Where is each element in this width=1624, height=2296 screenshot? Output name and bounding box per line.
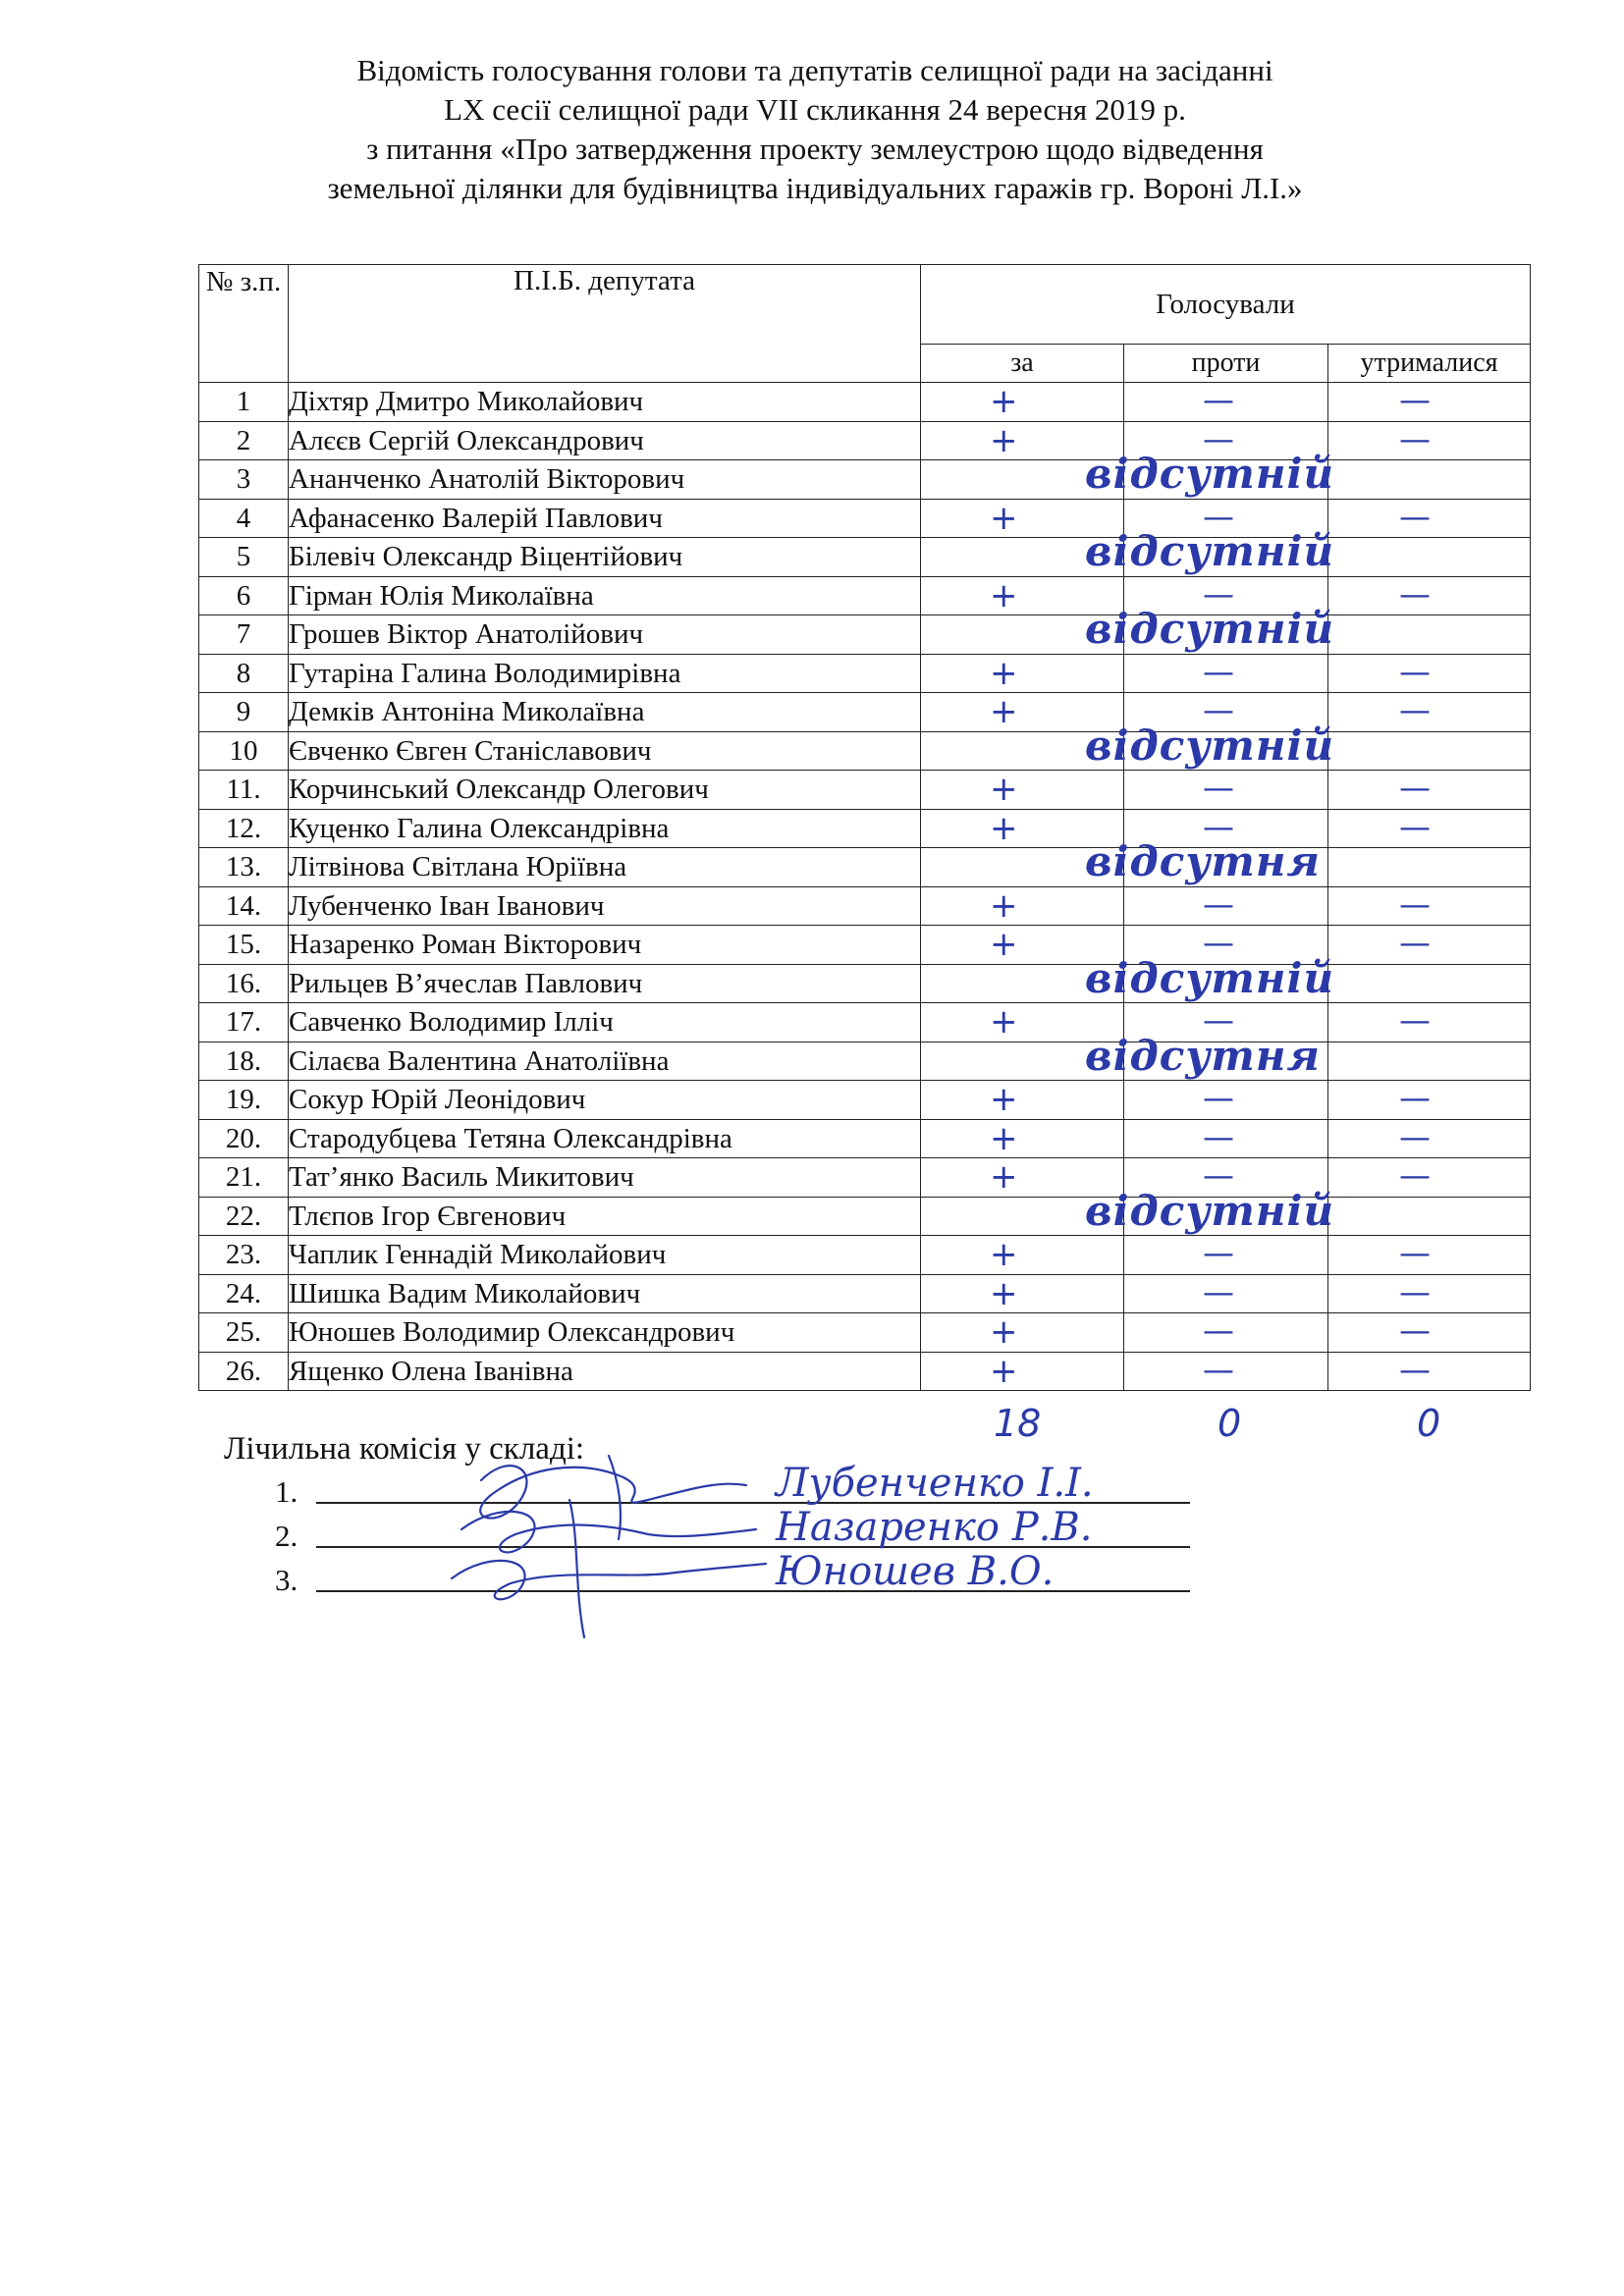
vote-abstained-cell: [1328, 615, 1531, 655]
vote-for-cell: [921, 1236, 1124, 1275]
row-number: 5: [199, 538, 289, 577]
deputy-name: Юношев Володимир Олександрович: [289, 1313, 921, 1353]
row-number: 12.: [199, 809, 289, 848]
vote-against-mark: —: [1203, 1079, 1234, 1116]
deputy-name: Євченко Євген Станіславович: [289, 731, 921, 771]
vote-abstained-cell: [1328, 848, 1531, 887]
commission-member-3: Юношев В.О.: [776, 1549, 1055, 1594]
vote-abstained-cell: [1328, 964, 1531, 1003]
vote-abstained-mark: —: [1399, 1234, 1431, 1271]
vote-for-mark: +: [990, 885, 1018, 926]
row-number: 16.: [199, 964, 289, 1003]
vote-for-mark: +: [990, 1080, 1018, 1119]
row-number: 1: [199, 383, 289, 422]
vote-against-cell: [1124, 654, 1328, 693]
vote-against-mark: —: [1203, 419, 1234, 457]
row-number: 17.: [199, 1003, 289, 1042]
vote-against-mark: —: [1203, 1272, 1234, 1310]
vote-against-cell: [1124, 886, 1328, 926]
vote-abstained-cell: [1328, 886, 1531, 926]
vote-abstained-cell: [1328, 731, 1531, 771]
vote-abstained-mark: —: [1399, 769, 1431, 806]
vote-for-mark: +: [990, 925, 1018, 964]
vote-against-mark: —: [1203, 884, 1234, 923]
vote-abstained-cell: [1328, 693, 1531, 732]
row-number: 26.: [199, 1352, 289, 1391]
vote-abstained-cell: [1328, 499, 1531, 538]
row-number: 24.: [199, 1274, 289, 1313]
vote-against-cell: [1124, 1352, 1328, 1391]
vote-abstained-mark: —: [1399, 1311, 1431, 1349]
vote-against-mark: —: [1203, 924, 1234, 961]
vote-for-mark: +: [990, 420, 1018, 460]
absent-note: відсутня: [1085, 1032, 1321, 1080]
table-row: [199, 771, 1531, 810]
deputy-name: Грошев Віктор Анатолійович: [289, 615, 921, 655]
deputy-name: Афанасенко Валерій Павлович: [289, 499, 921, 538]
vote-against-mark: —: [1203, 1234, 1234, 1271]
row-number: 25.: [199, 1313, 289, 1353]
header-against: проти: [1124, 345, 1328, 383]
table-row: [199, 1081, 1531, 1120]
vote-against-mark: —: [1203, 1350, 1234, 1388]
vote-abstained-cell: [1328, 1158, 1531, 1198]
absent-note: відсутня: [1085, 837, 1321, 885]
vote-abstained-cell: [1328, 383, 1531, 422]
title-line-3: з питання «Про затвердження проекту землеустрою щодо відведення: [366, 132, 1264, 166]
vote-for-cell: [921, 654, 1124, 693]
header-for: за: [921, 345, 1124, 383]
deputy-name: Рильцев В’ячеслав Павлович: [289, 964, 921, 1003]
vote-for-cell: [921, 1313, 1124, 1353]
vote-against-mark: —: [1203, 1156, 1234, 1194]
vote-against-mark: —: [1203, 652, 1234, 690]
deputy-name: Сілаєва Валентина Анатоліївна: [289, 1041, 921, 1081]
vote-against-mark: —: [1203, 1311, 1234, 1349]
deputy-name: Гірман Юлія Миколаївна: [289, 576, 921, 615]
vote-abstained-cell: [1328, 1197, 1531, 1236]
deputy-name: Білевіч Олександр Віцентійович: [289, 538, 921, 577]
row-number: 11.: [199, 771, 289, 810]
table-row: [199, 886, 1531, 926]
vote-abstained-mark: —: [1399, 652, 1431, 690]
vote-abstained-mark: —: [1399, 1001, 1431, 1039]
vote-for-mark: +: [990, 1312, 1018, 1352]
header-voted: Голосували: [921, 265, 1531, 345]
vote-for-cell: [921, 383, 1124, 422]
deputy-name: Гутаріна Галина Володимирівна: [289, 654, 921, 693]
vote-for-mark: +: [990, 1235, 1018, 1274]
vote-abstained-cell: [1328, 1119, 1531, 1158]
vote-for-cell: [921, 1119, 1124, 1158]
table-row: [199, 848, 1531, 887]
row-number: 15.: [199, 926, 289, 965]
commission-index-2: 2.: [275, 1519, 298, 1553]
vote-abstained-cell: [1328, 1313, 1531, 1353]
vote-abstained-mark: —: [1399, 419, 1431, 457]
deputy-name: Стародубцева Тетяна Олександрівна: [289, 1119, 921, 1158]
row-number: 18.: [199, 1041, 289, 1081]
commission-index-1: 1.: [275, 1474, 298, 1509]
title-line-2: LX сесії селищної ради VII скликання 24 вересня 2019 р.: [444, 92, 1186, 127]
vote-for-mark: +: [990, 1157, 1018, 1197]
absent-note: відсутній: [1085, 527, 1334, 575]
table-row: [199, 1274, 1531, 1313]
absent-note: відсутній: [1085, 721, 1334, 770]
vote-abstained-cell: [1328, 771, 1531, 810]
deputy-name: Куценко Галина Олександрівна: [289, 809, 921, 848]
vote-against-cell: [1124, 383, 1328, 422]
deputy-name: Ященко Олена Іванівна: [289, 1352, 921, 1391]
vote-for-mark: +: [990, 692, 1018, 731]
vote-abstained-cell: [1328, 1236, 1531, 1275]
vote-for-mark: +: [990, 808, 1018, 848]
deputy-name: Корчинський Олександр Олегович: [289, 771, 921, 810]
header-abstained: утрималися: [1328, 345, 1531, 383]
vote-abstained-mark: —: [1399, 1117, 1431, 1155]
title-line-1: Відомість голосування голови та депутатів селищної ради на засіданні: [356, 53, 1273, 87]
deputy-name: Лубенченко Іван Іванович: [289, 886, 921, 926]
row-number: 20.: [199, 1119, 289, 1158]
vote-abstained-mark: —: [1399, 691, 1431, 728]
absent-note: відсутній: [1085, 1187, 1334, 1235]
table-row: [199, 809, 1531, 848]
vote-for-mark: +: [990, 1002, 1018, 1041]
row-number: 23.: [199, 1236, 289, 1275]
commission-member-1: Лубенченко І.І.: [776, 1461, 1094, 1506]
row-number: 6: [199, 576, 289, 615]
vote-abstained-mark: —: [1399, 1079, 1431, 1116]
total-against: 0: [1218, 1402, 1242, 1445]
table-row: [199, 1003, 1531, 1042]
vote-for-cell: [921, 1081, 1124, 1120]
header-number: № з.п.: [199, 265, 289, 383]
vote-for-mark: +: [990, 653, 1018, 693]
vote-against-mark: —: [1203, 691, 1234, 728]
vote-against-mark: —: [1203, 1117, 1234, 1155]
vote-abstained-mark: —: [1399, 1272, 1431, 1310]
vote-abstained-cell: [1328, 421, 1531, 460]
vote-abstained-cell: [1328, 809, 1531, 848]
vote-against-mark: —: [1203, 497, 1234, 535]
vote-for-mark: +: [990, 498, 1018, 538]
vote-against-mark: —: [1203, 574, 1234, 613]
signature-scribbles: [422, 1441, 795, 1647]
row-number: 21.: [199, 1158, 289, 1198]
absent-note: відсутній: [1085, 605, 1334, 653]
vote-abstained-cell: [1328, 538, 1531, 577]
vote-abstained-mark: —: [1399, 381, 1431, 418]
row-number: 2: [199, 421, 289, 460]
table-row: [199, 1041, 1531, 1081]
table-row: [199, 1313, 1531, 1353]
vote-abstained-mark: —: [1399, 807, 1431, 845]
row-number: 19.: [199, 1081, 289, 1120]
table-row: [199, 1119, 1531, 1158]
absent-note: відсутній: [1085, 450, 1334, 498]
vote-for-cell: [921, 886, 1124, 926]
total-for: 18: [994, 1402, 1042, 1445]
vote-against-cell: [1124, 1313, 1328, 1353]
vote-abstained-mark: —: [1399, 924, 1431, 961]
vote-against-cell: [1124, 1236, 1328, 1275]
vote-for-mark: +: [990, 1118, 1018, 1158]
deputy-name: Сокур Юрій Леонідович: [289, 1081, 921, 1120]
vote-for-cell: [921, 771, 1124, 810]
vote-for-mark: +: [990, 770, 1018, 809]
deputy-name: Шишка Вадим Миколайович: [289, 1274, 921, 1313]
vote-abstained-cell: [1328, 1352, 1531, 1391]
deputy-name: Савченко Володимир Ілліч: [289, 1003, 921, 1042]
header-name: П.І.Б. депутата: [289, 265, 921, 383]
vote-for-mark: +: [990, 1351, 1018, 1391]
commission-label: Лічильна комісія у складі:: [224, 1431, 585, 1467]
row-number: 4: [199, 499, 289, 538]
vote-against-cell: [1124, 1081, 1328, 1120]
vote-for-cell: [921, 1352, 1124, 1391]
commission-index-3: 3.: [275, 1563, 298, 1597]
vote-against-cell: [1124, 771, 1328, 810]
vote-for-cell: [921, 1274, 1124, 1313]
deputy-name: Демків Антоніна Миколаївна: [289, 693, 921, 732]
vote-against-mark: —: [1203, 769, 1234, 806]
row-number: 3: [199, 460, 289, 500]
row-number: 14.: [199, 886, 289, 926]
row-number: 10: [199, 731, 289, 771]
document-title: [177, 51, 1453, 208]
deputy-name: Алєєв Сергій Олександрович: [289, 421, 921, 460]
row-number: 9: [199, 693, 289, 732]
total-abstained: 0: [1417, 1402, 1441, 1445]
table-row: [199, 1352, 1531, 1391]
deputy-name: Літвінова Світлана Юріївна: [289, 848, 921, 887]
table-row: [199, 1236, 1531, 1275]
vote-abstained-cell: [1328, 1041, 1531, 1081]
table-row: [199, 654, 1531, 693]
row-number: 13.: [199, 848, 289, 887]
vote-abstained-cell: [1328, 926, 1531, 965]
vote-abstained-mark: —: [1399, 1350, 1431, 1388]
deputy-name: Ананченко Анатолій Вікторович: [289, 460, 921, 500]
row-number: 7: [199, 615, 289, 655]
vote-abstained-cell: [1328, 1274, 1531, 1313]
absent-note: відсутній: [1085, 954, 1334, 1002]
vote-against-cell: [1124, 1274, 1328, 1313]
commission-member-2: Назаренко Р.В.: [776, 1505, 1093, 1550]
vote-abstained-cell: [1328, 460, 1531, 500]
vote-abstained-cell: [1328, 654, 1531, 693]
row-number: 8: [199, 654, 289, 693]
vote-abstained-cell: [1328, 576, 1531, 615]
deputy-name: Чаплик Геннадій Миколайович: [289, 1236, 921, 1275]
deputy-name: Тат’янко Василь Микитович: [289, 1158, 921, 1198]
vote-against-mark: —: [1203, 807, 1234, 845]
vote-against-mark: —: [1203, 381, 1234, 418]
title-line-4: земельної ділянки для будівництва індивідуальних гаражів гр. Вороні Л.І.»: [327, 171, 1303, 205]
vote-for-mark: +: [990, 1273, 1018, 1313]
vote-abstained-cell: [1328, 1081, 1531, 1120]
vote-for-mark: +: [990, 382, 1018, 421]
vote-against-cell: [1124, 1119, 1328, 1158]
vote-abstained-cell: [1328, 1003, 1531, 1042]
deputy-name: Тлєпов Ігор Євгенович: [289, 1197, 921, 1236]
table-row: [199, 383, 1531, 422]
row-number: 22.: [199, 1197, 289, 1236]
vote-abstained-mark: —: [1399, 497, 1431, 535]
vote-for-mark: +: [990, 575, 1018, 615]
vote-abstained-mark: —: [1399, 574, 1431, 613]
vote-abstained-mark: —: [1399, 884, 1431, 923]
deputy-name: Діхтяр Дмитро Миколайович: [289, 383, 921, 422]
vote-against-mark: —: [1203, 1001, 1234, 1039]
vote-abstained-mark: —: [1399, 1156, 1431, 1194]
deputy-name: Назаренко Роман Вікторович: [289, 926, 921, 965]
